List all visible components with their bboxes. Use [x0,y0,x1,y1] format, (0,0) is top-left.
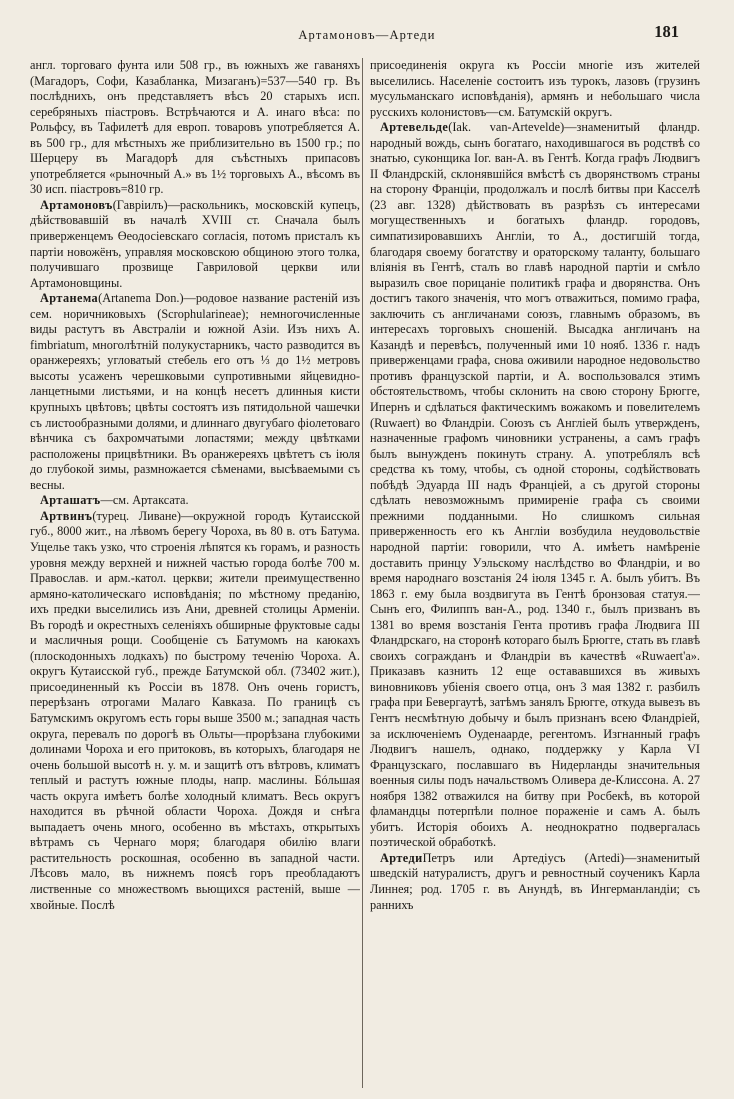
entry-text: Петръ или Артедіусъ (Artedi)—знаменитый шведскій натуралистъ, другъ и ревностный соученикъ Карла Линнея; род. 1705 г. въ Анундѣ, въ Ингерманландіи; съ раннихъ [370,850,700,912]
page-number: 181 [654,22,679,41]
entry-continuation [370,58,700,120]
headword: Артанема [40,291,99,306]
running-title: Артамоновъ—Артеди [298,28,436,42]
entry-text: присоединенія округа къ Россіи многіе изъ жителей выселились. Населеніе состоитъ изъ турокъ, лазовъ (грузинъ мусульманскаго исповѣданія), армянъ и небольшаго числа русскихъ колонистовъ—см. Батумскій округъ. [370,58,700,119]
entry-text: (Iak. van-Artevelde)—знаменитый фландр. народный вождь, сынъ богатаго, находившагося въ родствѣ со знатью, суконщика Іог. ван-А. въ Гентѣ. Когда графъ Людвигъ II Фландрскій, склонявшійся вмѣстѣ съ дворянствомъ страны на сторону Франціи, продолжалъ и послѣ битвы при Касселѣ (23 авг. 1328) дѣйствовать въ разрѣзъ съ интересами могущественныхъ и богатыхъ фландр. городовъ, симпатизировавшихъ Англіи, то А., достигшій тогда, благодаря своему богатству и ораторскому таланту, большаго вліянія въ Гентѣ, сталъ во главѣ народной партіи и смѣло выразилъ свое порицаніе политикѣ графа и дворянства. Онъ достигъ такого значенія, что могъ отважиться, помимо графа, заключить съ англичанами союзъ, главнымъ образомъ, въ интересахъ торговыхъ сношеній. Высадка англичанъ на Казандѣ и перевѣсъ, полученный ими 10 нояб. 1336 г. надъ приверженцами графа, снова оживили народное недовольство противъ французской партіи, и А. воспользовался этимъ обстоятельствомъ, чтобы склонить на свою сторону Брюгге, Ипернъ и сдѣлаться фактическимъ вожакомъ и повелителемъ (Ruwaert) во Фландріи. Союзъ съ Англіей былъ утвержденъ, назначенные графомъ чиновники устранены, а самъ графъ былъ вынужденъ покинуть страну. А. употреблялъ всѣ средства къ тому, чтобы, съ одной стороны, содѣйствовать побѣдѣ Эдуарда III надъ Франціей, а съ другой стороны сдѣлать невозможнымъ примиреніе графа съ своими прежними подданными. Но слишкомъ сильная приверженность его къ Англіи возбудила неудовольствіе народной партіи: говорили, что А. имѣетъ намѣреніе доставить принцу Уэльскому наслѣдство во Фландріи, и во время народнаго возстанія 24 іюля 1345 г. А. былъ убитъ. Въ 1863 г. ему была воздвигута въ Гентѣ бронзовая статуя.—Сынъ его, Филиппъ ван-А., род. 1340 г., былъ призванъ въ 1381 во время возстанія Гента противъ графа Людвига III Фландрскаго, на сторонѣ котораго былъ Брюгге, стать въ главѣ своихъ согражданъ и Фландріи въ качествѣ «Ruwaert'а». Приказавъ казнить 12 еще остававшихся въ живыхъ виновниковъ убіенія своего отца, онъ 3 мая 1382 г. разбилъ графа при Бевергаутѣ, затѣмъ занялъ Брюгге, откуда вывезъ въ Гентъ несмѣтную добычу и былъ признанъ всею Фландріей, за исключеніемъ Оуденаарде, регентомъ. Изгнанный графъ Людвигъ нашелъ, однако, поддержку у Карла VI Французскаго, пославшаго въ Нидерланды значительныя военныя силы подъ начальствомъ Оливера де-Клиссона. А. 27 ноября 1382 отважился на битву при Росбекѣ, въ которой фламандцы потерпѣли полное пораженіе и самъ А. былъ убитъ. Исторія обоихъ А. неоднократно подвергалась поэтической обработкѣ. [370,120,700,850]
headword: Артевельде [380,120,449,135]
entry-artevelde [370,120,700,851]
entry-artamonov [30,198,360,291]
headword: Артвинъ [40,508,93,523]
headword: Артамоновъ [40,197,113,212]
column-divider [362,58,363,1088]
entry-artvin [30,509,360,913]
entry-text: (Гаврiилъ)—раскольникъ, московскій купецъ, дѣйствовавшій въ началѣ XVIII ст. Сначала былъ приверженцемъ Өеодосіевскаго согласія, потомъ присталъ къ партіи новожёнъ, управляя московскою общиною этого толка, получившаго прозвище Гавриловой церкви или Артамоновщины. [30,197,360,290]
entry-artashat [30,493,360,509]
entry-artanema [30,291,360,493]
page-header [0,18,734,48]
entry-text: англ. торговаго фунта или 508 гр., въ южныхъ же гаваняхъ (Магадоръ, Софи, Казабланка, Мизаганъ)=537—540 гр. Въ послѣднихъ, онъ представляетъ вѣсъ 20 старыхъ исп. серебряныхъ піастровъ. Встрѣчаются и А. инаго вѣса: по Рольфсу, въ Тафилетѣ для европ. товаровъ употребляется А. въ 500 гр., для мѣстныхъ же приблизительно въ 1500 гр.; по Шерцеру въ Магадорѣ для съѣстныхъ припасовъ употребляется «рыночный А.» въ 1½ торговыхъ А., вѣсомъ въ 30 исп. піастровъ=810 гр. [30,58,360,197]
entry-text: (турец. Ливане)—окружной городъ Кутаисской губ., 8000 жит., на лѣвомъ берегу Чороха, въ 80 в. отъ Батума. Ущелье такъ узко, что строенія лѣпятся къ горамъ, и разность уровня между верхней и нижней частью города болѣе 700 м. Православ. и арм.-катол. церкви; жители преимущественно армяно-католическаго исповѣданія; по мѣстному преданію, ихъ предки выселились изъ Ани, древней столицы Арменіи. Въ городѣ и окрестныхъ селеніяхъ обширные фруктовые сады и масличныя рощи. Сообщеніе съ Батумомъ на каюкахъ (плоскодонныхъ лодкахъ) по быстрому теченію Чороха. А. округъ Кутаисской губ., прежде Батумской обл. (73402 жит.), присоединенный къ Россіи въ 1878. Онъ очень гористъ, перерѣзанъ отрогами Малаго Кавказа. По границѣ съ Батумскимъ округомъ есть горы выше 3500 м.; западная часть округа, перевалъ по дорогѣ въ Ольты—прорѣзана глубокими долинами Чороха и его притоковъ, въ которыхъ, благодаря не очень большой высотѣ н. у. м. и защитѣ отъ вѣтровъ, климатъ теплый и растутъ южные плоды, напр. маслины. Бóльшая часть округа имѣетъ болѣе холодный климатъ. Весь округъ находится въ рѣчной области Чороха. Дождя и снѣга выпадаетъ очень много, особенно въ мѣстахъ, открытыхъ вѣтрамъ съ Чернаго моря; благодаря обилію влаги растительность роскошная, особенно въ западной части. Лѣсовъ мало, въ нижнемъ поясѣ горъ преобладаютъ лиственные со множествомъ вьющихся растеній, выше — хвойные. Послѣ [30,508,360,912]
entry-text: (Artanema Don.)—родовое название растеній изъ сем. норичниковыхъ (Scrophularineae); немногочисленные виды растутъ въ Австраліи и южной Азіи. Изъ нихъ А. fimbriatum, многолѣтній полукустарникъ, часто разводится въ оранжереяхъ; угловатый стебель его отъ ⅓ до 1½ метровъ высоты усаженъ черешковыми супротивными яйцевидно-ланцетными листьями, и на концѣ несетъ длинныя кисти крупныхъ цвѣтовъ; цвѣты состоятъ изъ пятидольной чашечки съ листообразными долями, и длиннаго двугубаго фіолетоваго вѣнчика съ бахромчатыми лопастями; между цвѣтками расположены прицвѣтники. Въ оранжереяхъ цвѣтетъ съ іюля до глубокой зимы, размножается сѣменами, высѣваемыми съ весны. [30,291,360,492]
entry-continuation [30,58,360,198]
entry-artedi [370,851,700,913]
entry-text: —см. Артаксата. [100,493,189,508]
headword: Артеди [380,850,423,865]
right-column [370,58,700,1088]
headword: Арташатъ [40,493,101,508]
left-column [30,58,360,1088]
